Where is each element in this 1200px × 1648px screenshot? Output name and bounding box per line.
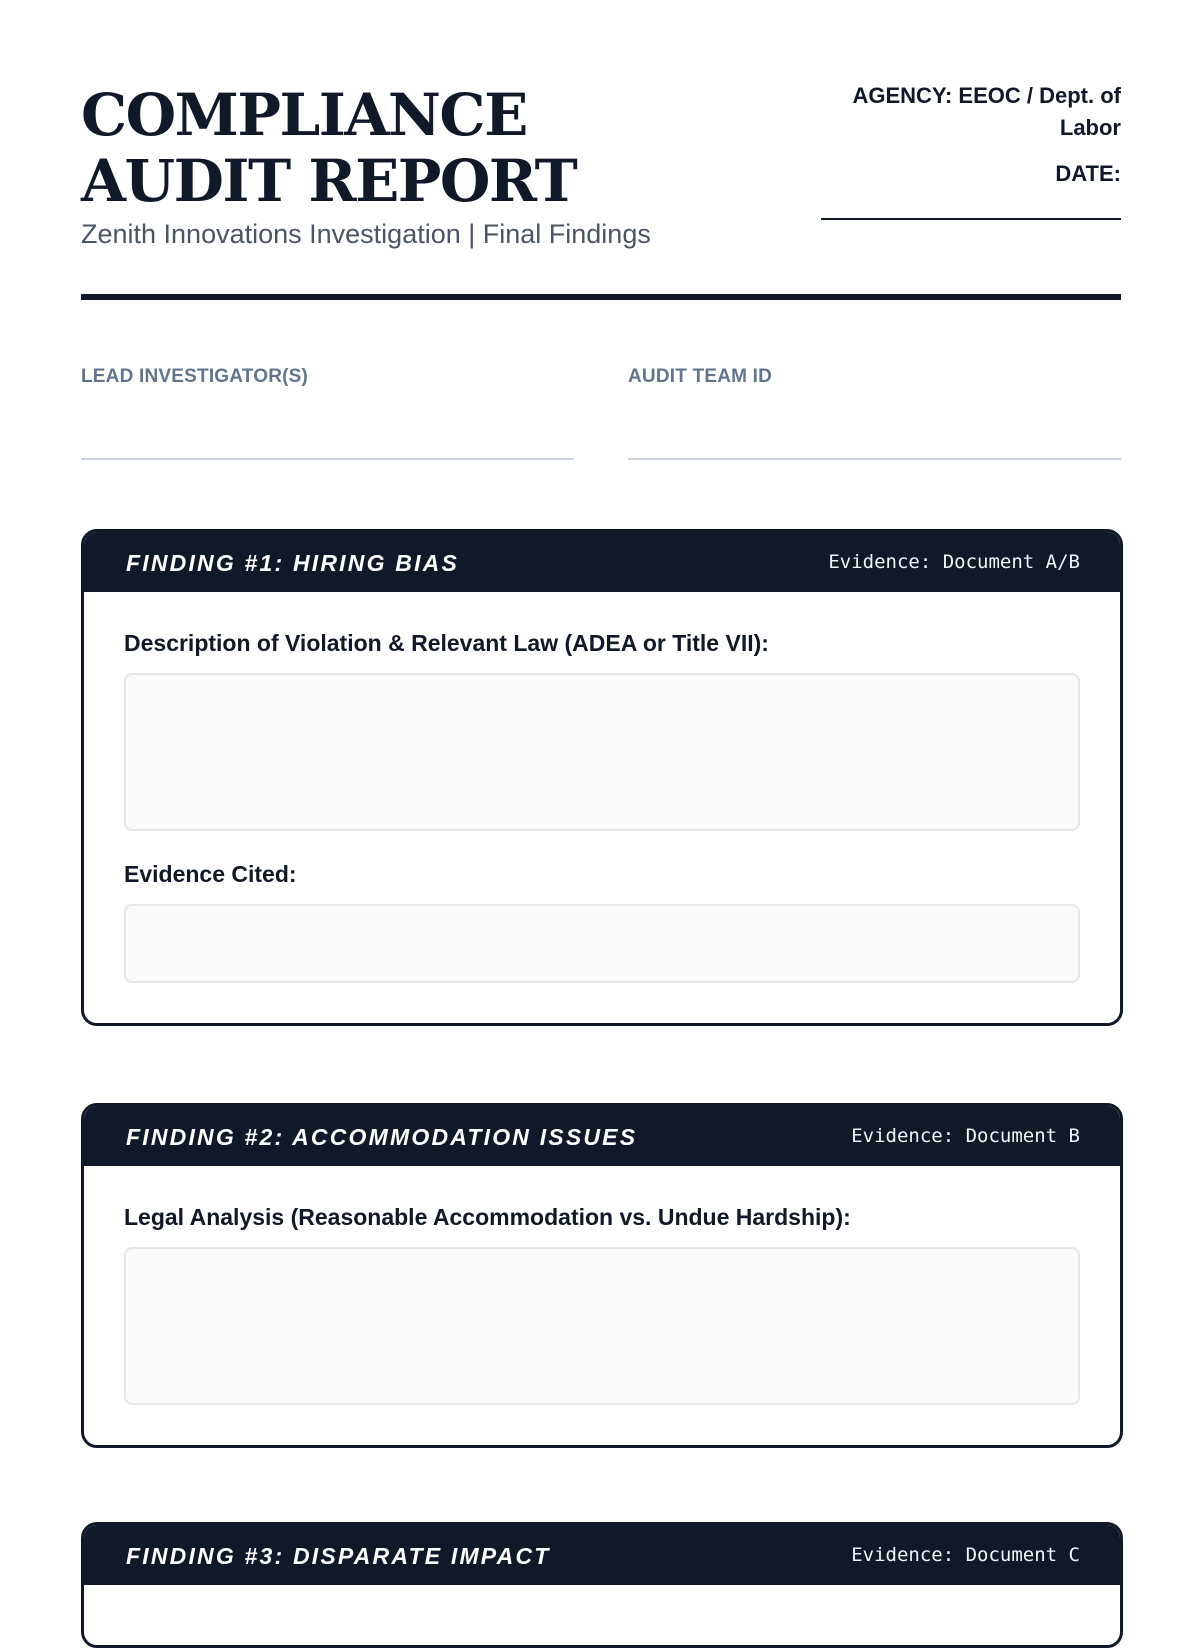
finding-body-1 [84,592,1120,1023]
date-label: DATE: [1055,161,1121,186]
finding-body-2 [84,1166,1120,1445]
audit-team-id-input-line[interactable] [628,458,1121,460]
evidence-cited-input[interactable] [124,904,1080,983]
legal-analysis-textarea[interactable] [124,1247,1080,1405]
investigator-fields [81,366,1121,462]
finding-evidence-3: Evidence: Document C [851,1544,1080,1566]
finding-header-2 [84,1106,1120,1166]
finding-header-1 [84,532,1120,592]
finding-header-3 [84,1525,1120,1585]
legal-analysis-label: Legal Analysis (Reasonable Accommodation vs. Undue Hardship): [124,1204,851,1230]
audit-report-page [81,0,1121,1569]
agency-label: AGENCY: EEOC / Dept. of Labor [852,83,1121,140]
finding-card-2 [81,1103,1123,1448]
finding-evidence-2: Evidence: Document B [851,1125,1080,1147]
evidence-cited-label: Evidence Cited: [124,861,297,887]
report-subtitle: Zenith Innovations Investigation | Final Findings [81,219,651,249]
finding-title-2: FINDING #2: ACCOMMODATION ISSUES [126,1124,638,1150]
date-field-line[interactable] [821,218,1121,220]
finding-title-3: FINDING #3: DISPARATE IMPACT [126,1543,551,1569]
audit-team-id-field[interactable] [628,366,1121,388]
audit-team-id-label: AUDIT TEAM ID [628,366,773,387]
lead-investigator-label: LEAD INVESTIGATOR(S) [81,366,309,387]
finding-evidence-1: Evidence: Document A/B [828,551,1080,573]
finding-card-1 [81,529,1123,1026]
report-header [81,0,1121,300]
lead-investigator-input-line[interactable] [81,458,574,460]
report-meta [821,80,1121,190]
violation-description-label: Description of Violation & Relevant Law (ADEA or Title VII): [124,630,769,656]
lead-investigator-field[interactable] [81,366,574,388]
header-divider [81,294,1121,300]
violation-description-textarea[interactable] [124,673,1080,831]
finding-card-3 [81,1522,1123,1648]
report-title: COMPLIANCE AUDIT REPORT [81,81,577,215]
finding-title-1: FINDING #1: HIRING BIAS [126,550,460,576]
